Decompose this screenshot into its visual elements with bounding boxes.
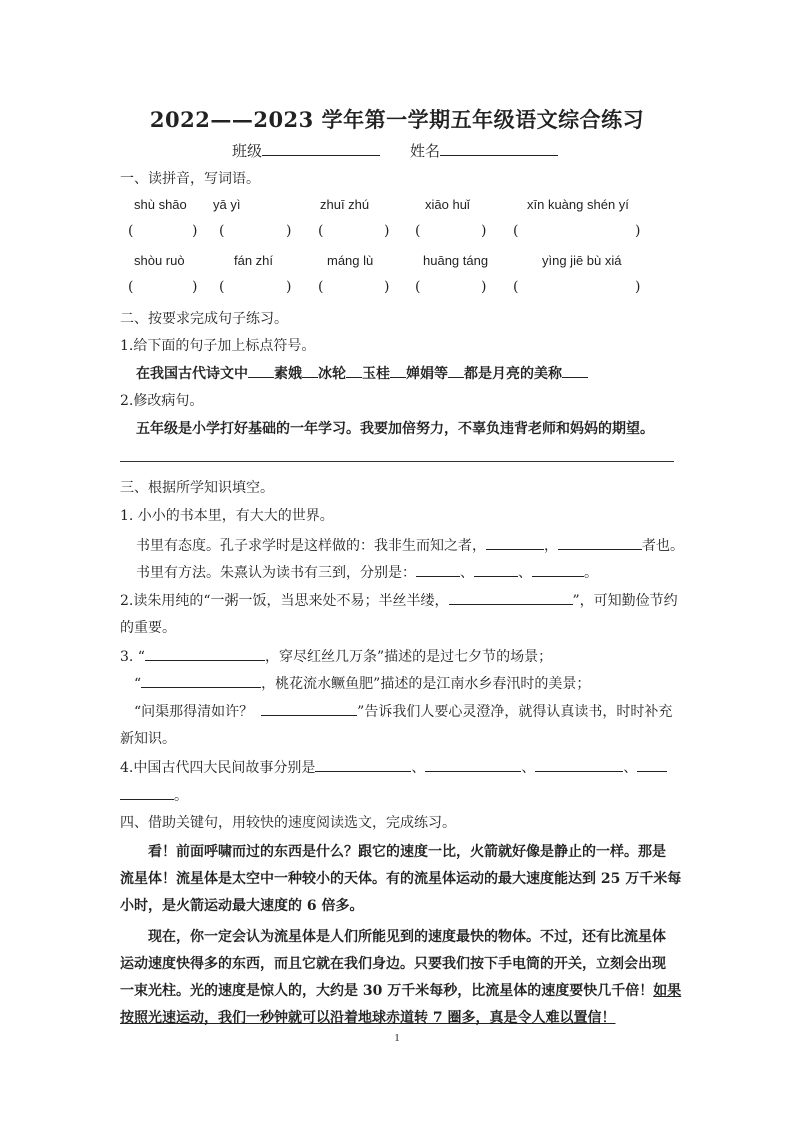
fill-line: 书里有态度。孔子求学时是这样做的：我非生而知之者， ， 者也。 xyxy=(136,534,684,555)
fill-blank[interactable] xyxy=(486,534,544,550)
class-field[interactable] xyxy=(232,140,380,161)
fill-line: 书里有方法。朱熹认为读书有三到，分别是： 、 、 。 xyxy=(136,561,598,582)
pinyin-item: xiāo huǐ xyxy=(425,197,470,212)
punctuation-sentence: 在我国古代诗文中 素娥 冰轮 玉桂 婵娟等 都是月亮的美称 xyxy=(136,362,588,383)
fill-blank[interactable] xyxy=(558,534,642,550)
page-title: 2022——2023 学年第一学期五年级语文综合练习 xyxy=(149,107,645,132)
punct-blank[interactable] xyxy=(562,362,588,378)
passage-line: 小时，是火箭运动最大速度的 6 倍多。 xyxy=(120,898,364,914)
section3-heading: 三、根据所学知识填空。 xyxy=(120,480,274,496)
fill-line: 4.中国古代四大民间故事分别是 、 、 、 xyxy=(120,756,667,777)
pinyin-item: xīn kuàng shén yí xyxy=(527,197,629,212)
pinyin-item: zhuī zhú xyxy=(320,197,370,212)
faulty-sentence: 五年级是小学打好基础的一年学习。我要加倍努力，不辜负违背老师和妈妈的期望。 xyxy=(136,421,654,437)
fill-blank[interactable] xyxy=(532,561,584,577)
question-label: 1.给下面的句子加上标点符号。 xyxy=(120,338,316,354)
pinyin-item: yìng jiē bù xiá xyxy=(542,253,622,268)
fill-blank[interactable] xyxy=(145,645,265,661)
fill-line: 2.读朱用纯的“一粥一饭，当思来处不易；半丝半缕， ”，可知勤俭节约 xyxy=(120,589,678,610)
fill-blank[interactable] xyxy=(141,672,261,688)
page-number: 1 xyxy=(394,1032,400,1044)
passage-line: 运动速度快得多的东西，而且它就在我们身边。只要我们按下手电筒的开关，立刻会出现 xyxy=(120,956,666,972)
section2-heading: 二、按要求完成句子练习。 xyxy=(120,311,288,327)
name-label: 姓名 xyxy=(410,142,441,160)
fill-blank[interactable] xyxy=(425,756,521,772)
text-line: 的重要。 xyxy=(120,620,176,636)
fill-blank[interactable] xyxy=(261,700,357,716)
pinyin-item: shòu ruò xyxy=(134,253,185,268)
key-sentence: 如果 xyxy=(653,983,682,999)
answer-line[interactable] xyxy=(120,461,674,462)
passage-line: 一束光柱。光的速度是惊人的，大约是 30 万千米每秒，比流星体的速度要快几千倍！如果 xyxy=(120,983,682,999)
key-sentence: 按照光速运动，我们一秒钟就可以沿着地球赤道转 7 圈多，真是令人难以置信！ xyxy=(120,1010,616,1026)
punct-blank[interactable] xyxy=(302,362,318,378)
pinyin-item: huāng táng xyxy=(423,253,489,268)
fill-line: “问渠那得清如许？ ”告诉我们人要心灵澄净，就得认真读书，时时补充 xyxy=(134,700,672,721)
class-blank[interactable] xyxy=(262,140,380,156)
punct-blank[interactable] xyxy=(448,362,464,378)
punct-blank[interactable] xyxy=(390,362,406,378)
punct-blank[interactable] xyxy=(248,362,274,378)
pinyin-item: yā yì xyxy=(213,197,241,212)
section4-heading: 四、借助关键句，用较快的速度阅读选文，完成练习。 xyxy=(120,815,456,831)
section1-heading: 一、读拼音，写词语。 xyxy=(120,171,260,187)
pinyin-item: shù shāo xyxy=(134,197,187,212)
name-blank[interactable] xyxy=(440,140,558,156)
passage-line: 流星体！流星体是太空中一种较小的天体。有的流星体运动的最大速度能达到 25 万千米每 xyxy=(120,871,682,887)
fill-blank[interactable] xyxy=(535,756,623,772)
fill-line: 3. “ ，穿尽红丝几万条”描述的是过七夕节的场景； xyxy=(120,645,552,666)
pinyin-item: fán zhí xyxy=(234,253,274,268)
fill-blank[interactable] xyxy=(474,561,518,577)
question-label: 1. 小小的书本里，有大大的世界。 xyxy=(120,508,334,524)
fill-blank[interactable] xyxy=(416,561,460,577)
fill-line: 。 xyxy=(120,784,188,805)
fill-blank[interactable] xyxy=(449,589,573,605)
fill-blank[interactable] xyxy=(120,784,174,800)
fill-line: “ ，桃花流水鳜鱼肥”描述的是江南水乡春汛时的美景； xyxy=(134,672,590,693)
passage-line: 看！前面呼啸而过的东西是什么？跟它的速度一比，火箭就好像是静止的一样。那是 xyxy=(148,844,666,860)
text-line: 新知识。 xyxy=(120,731,176,747)
punct-blank[interactable] xyxy=(346,362,362,378)
pinyin-item: máng lù xyxy=(327,253,374,268)
passage-line: 现在，你一定会认为流星体是人们所能见到的速度最快的物体。不过，还有比流星体 xyxy=(148,929,666,945)
name-field[interactable] xyxy=(410,140,558,161)
class-label: 班级 xyxy=(232,142,263,160)
fill-blank[interactable] xyxy=(637,756,667,772)
fill-blank[interactable] xyxy=(315,756,411,772)
question-label: 2.修改病句。 xyxy=(120,393,204,409)
